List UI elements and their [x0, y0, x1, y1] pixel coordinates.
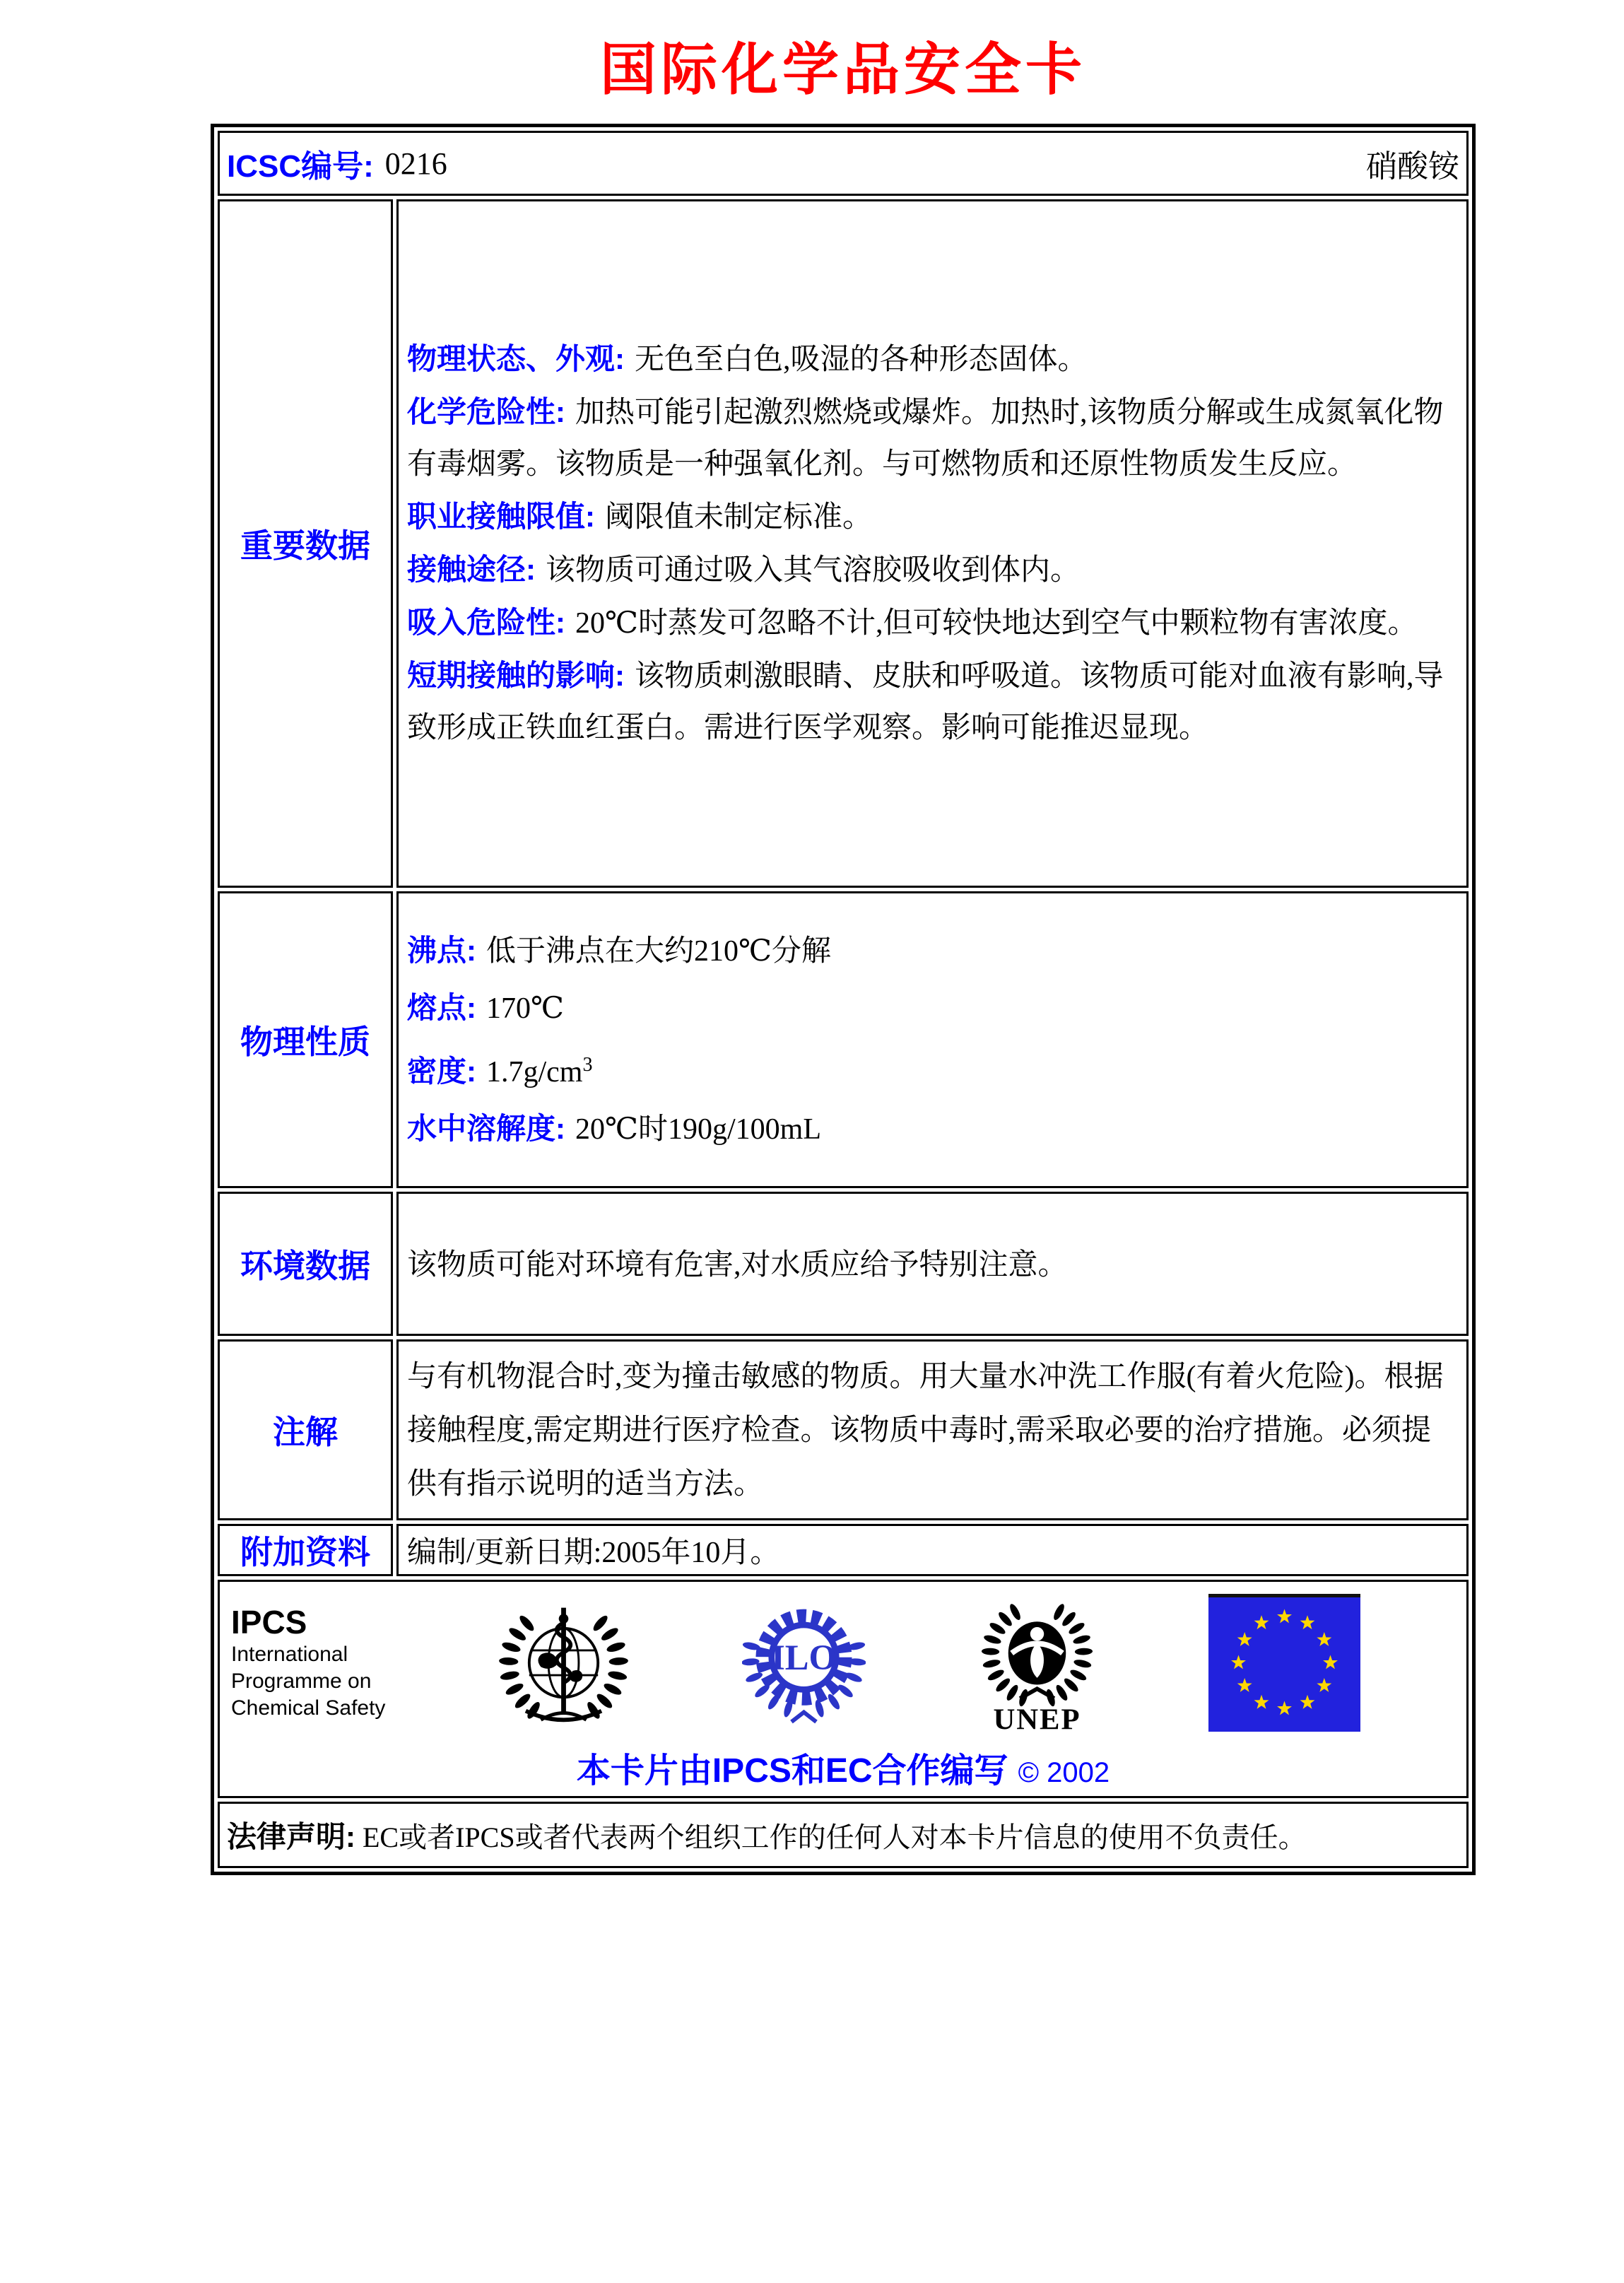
- item-label: 化学危险性:: [407, 395, 565, 428]
- environment-text: 该物质可能对环境有危害,对水质应给予特别注意。: [407, 1249, 1068, 1281]
- section-content-notes: [396, 1339, 1469, 1520]
- important-item: [407, 386, 1455, 491]
- item-text: 20℃时190g/100mL: [575, 1113, 821, 1146]
- icsc-number-value: 0216: [384, 146, 447, 181]
- important-item: [407, 650, 1455, 754]
- ipcs-line: International: [231, 1643, 348, 1666]
- additional-info-text: 编制/更新日期:2005年10月。: [407, 1537, 780, 1569]
- ipcs-line: Programme on: [231, 1669, 372, 1693]
- item-text: 1.7g/cm: [486, 1055, 583, 1088]
- section-label-notes: 注解: [218, 1339, 393, 1520]
- item-text: 该物质刺激眼睛、皮肤和呼吸道。该物质可能对血液有影响,导致形成正铁血红蛋白。需进行医学观察。影响可能推迟显现。: [407, 660, 1444, 744]
- notes-text: 与有机物混合时,变为撞击敏感的物质。用大量水冲洗工作服(有着火危险)。根据接触程度,需定期进行医疗检查。该物质中毒时,需采取必要的治疗措施。必须提供有指示说明的适当方法。: [407, 1361, 1444, 1501]
- icsc-header-row: [218, 131, 1469, 196]
- cooperation-caption: [220, 1743, 1466, 1792]
- item-label: 密度:: [407, 1054, 476, 1088]
- page-title: 国际化学品安全卡: [600, 40, 1086, 102]
- section-label-physical-properties: 物理性质: [218, 891, 393, 1188]
- section-content-additional-info: [396, 1524, 1469, 1576]
- cooperation-caption-text: 本卡片由IPCS和EC合作编写: [576, 1752, 1008, 1790]
- section-label-additional-info: 附加资料: [218, 1524, 393, 1576]
- item-label: 熔点:: [407, 990, 476, 1024]
- ipcs-acronym: IPCS: [231, 1604, 307, 1641]
- item-text: 该物质可通过吸入其气溶胶吸收到体内。: [546, 554, 1081, 587]
- item-text: 低于沸点在大约210℃分解: [486, 934, 831, 968]
- item-text: 阈限值未制定标准。: [605, 501, 873, 534]
- icsc-number-label: ICSC编号:: [227, 149, 374, 184]
- section-content-important-data: [396, 199, 1469, 888]
- section-content-physical-properties: [396, 891, 1469, 1188]
- ipcs-text-block: [231, 1603, 385, 1722]
- ilo-letters: ILO: [771, 1637, 837, 1677]
- important-item: [407, 597, 1455, 650]
- physical-item: [407, 980, 1455, 1037]
- item-text: 加热可能引起激烈燃烧或爆炸。加热时,该物质分解或生成氮氧化物有毒烟雾。该物质是一种强氧化剂。与可燃物质和还原性物质发生反应。: [407, 397, 1444, 481]
- section-label-environmental-data: 环境数据: [218, 1192, 393, 1336]
- item-label: 短期接触的影响:: [407, 659, 625, 692]
- ilo-icon: [742, 1594, 866, 1732]
- chemical-name: 硝酸铵: [1366, 149, 1459, 184]
- important-item: [407, 491, 1455, 544]
- physical-item: [407, 1037, 1455, 1101]
- physical-item: [407, 922, 1455, 980]
- physical-item: [407, 1101, 1455, 1158]
- icsc-card-table: [211, 124, 1476, 1875]
- item-text: 无色至白色,吸湿的各种形态固体。: [635, 344, 1088, 376]
- item-label: 职业接触限值:: [407, 500, 595, 533]
- item-label: 物理状态、外观:: [407, 342, 625, 375]
- unep-letters: UNEP: [993, 1703, 1081, 1737]
- icsc-document-page: [0, 24, 1624, 2283]
- unep-icon: [979, 1588, 1095, 1737]
- who-icon: [498, 1594, 629, 1732]
- important-item: [407, 333, 1455, 386]
- copyright-text: © 2002: [1018, 1757, 1110, 1788]
- item-label: 水中溶解度:: [407, 1111, 565, 1145]
- logos-row: [218, 1580, 1469, 1798]
- section-label-important-data: 重要数据: [218, 199, 393, 888]
- ipcs-line: Chemical Safety: [231, 1696, 386, 1720]
- legal-notice-label: 法律声明:: [227, 1820, 355, 1853]
- legal-notice-row: [218, 1802, 1469, 1868]
- density-superscript: 3: [582, 1053, 593, 1076]
- item-label: 吸入危险性:: [407, 606, 565, 639]
- item-label: 沸点:: [407, 933, 476, 967]
- legal-notice-text: EC或者IPCS或者代表两个组织工作的任何人对本卡片信息的使用不负责任。: [363, 1821, 1307, 1853]
- important-item: [407, 544, 1455, 597]
- item-text: 20℃时蒸发可忽略不计,但可较快地达到空气中颗粒物有害浓度。: [575, 607, 1418, 640]
- item-text: 170℃: [486, 992, 564, 1025]
- section-content-environmental-data: [396, 1192, 1469, 1336]
- eu-flag-icon: [1208, 1594, 1360, 1732]
- item-label: 接触途径:: [407, 553, 536, 586]
